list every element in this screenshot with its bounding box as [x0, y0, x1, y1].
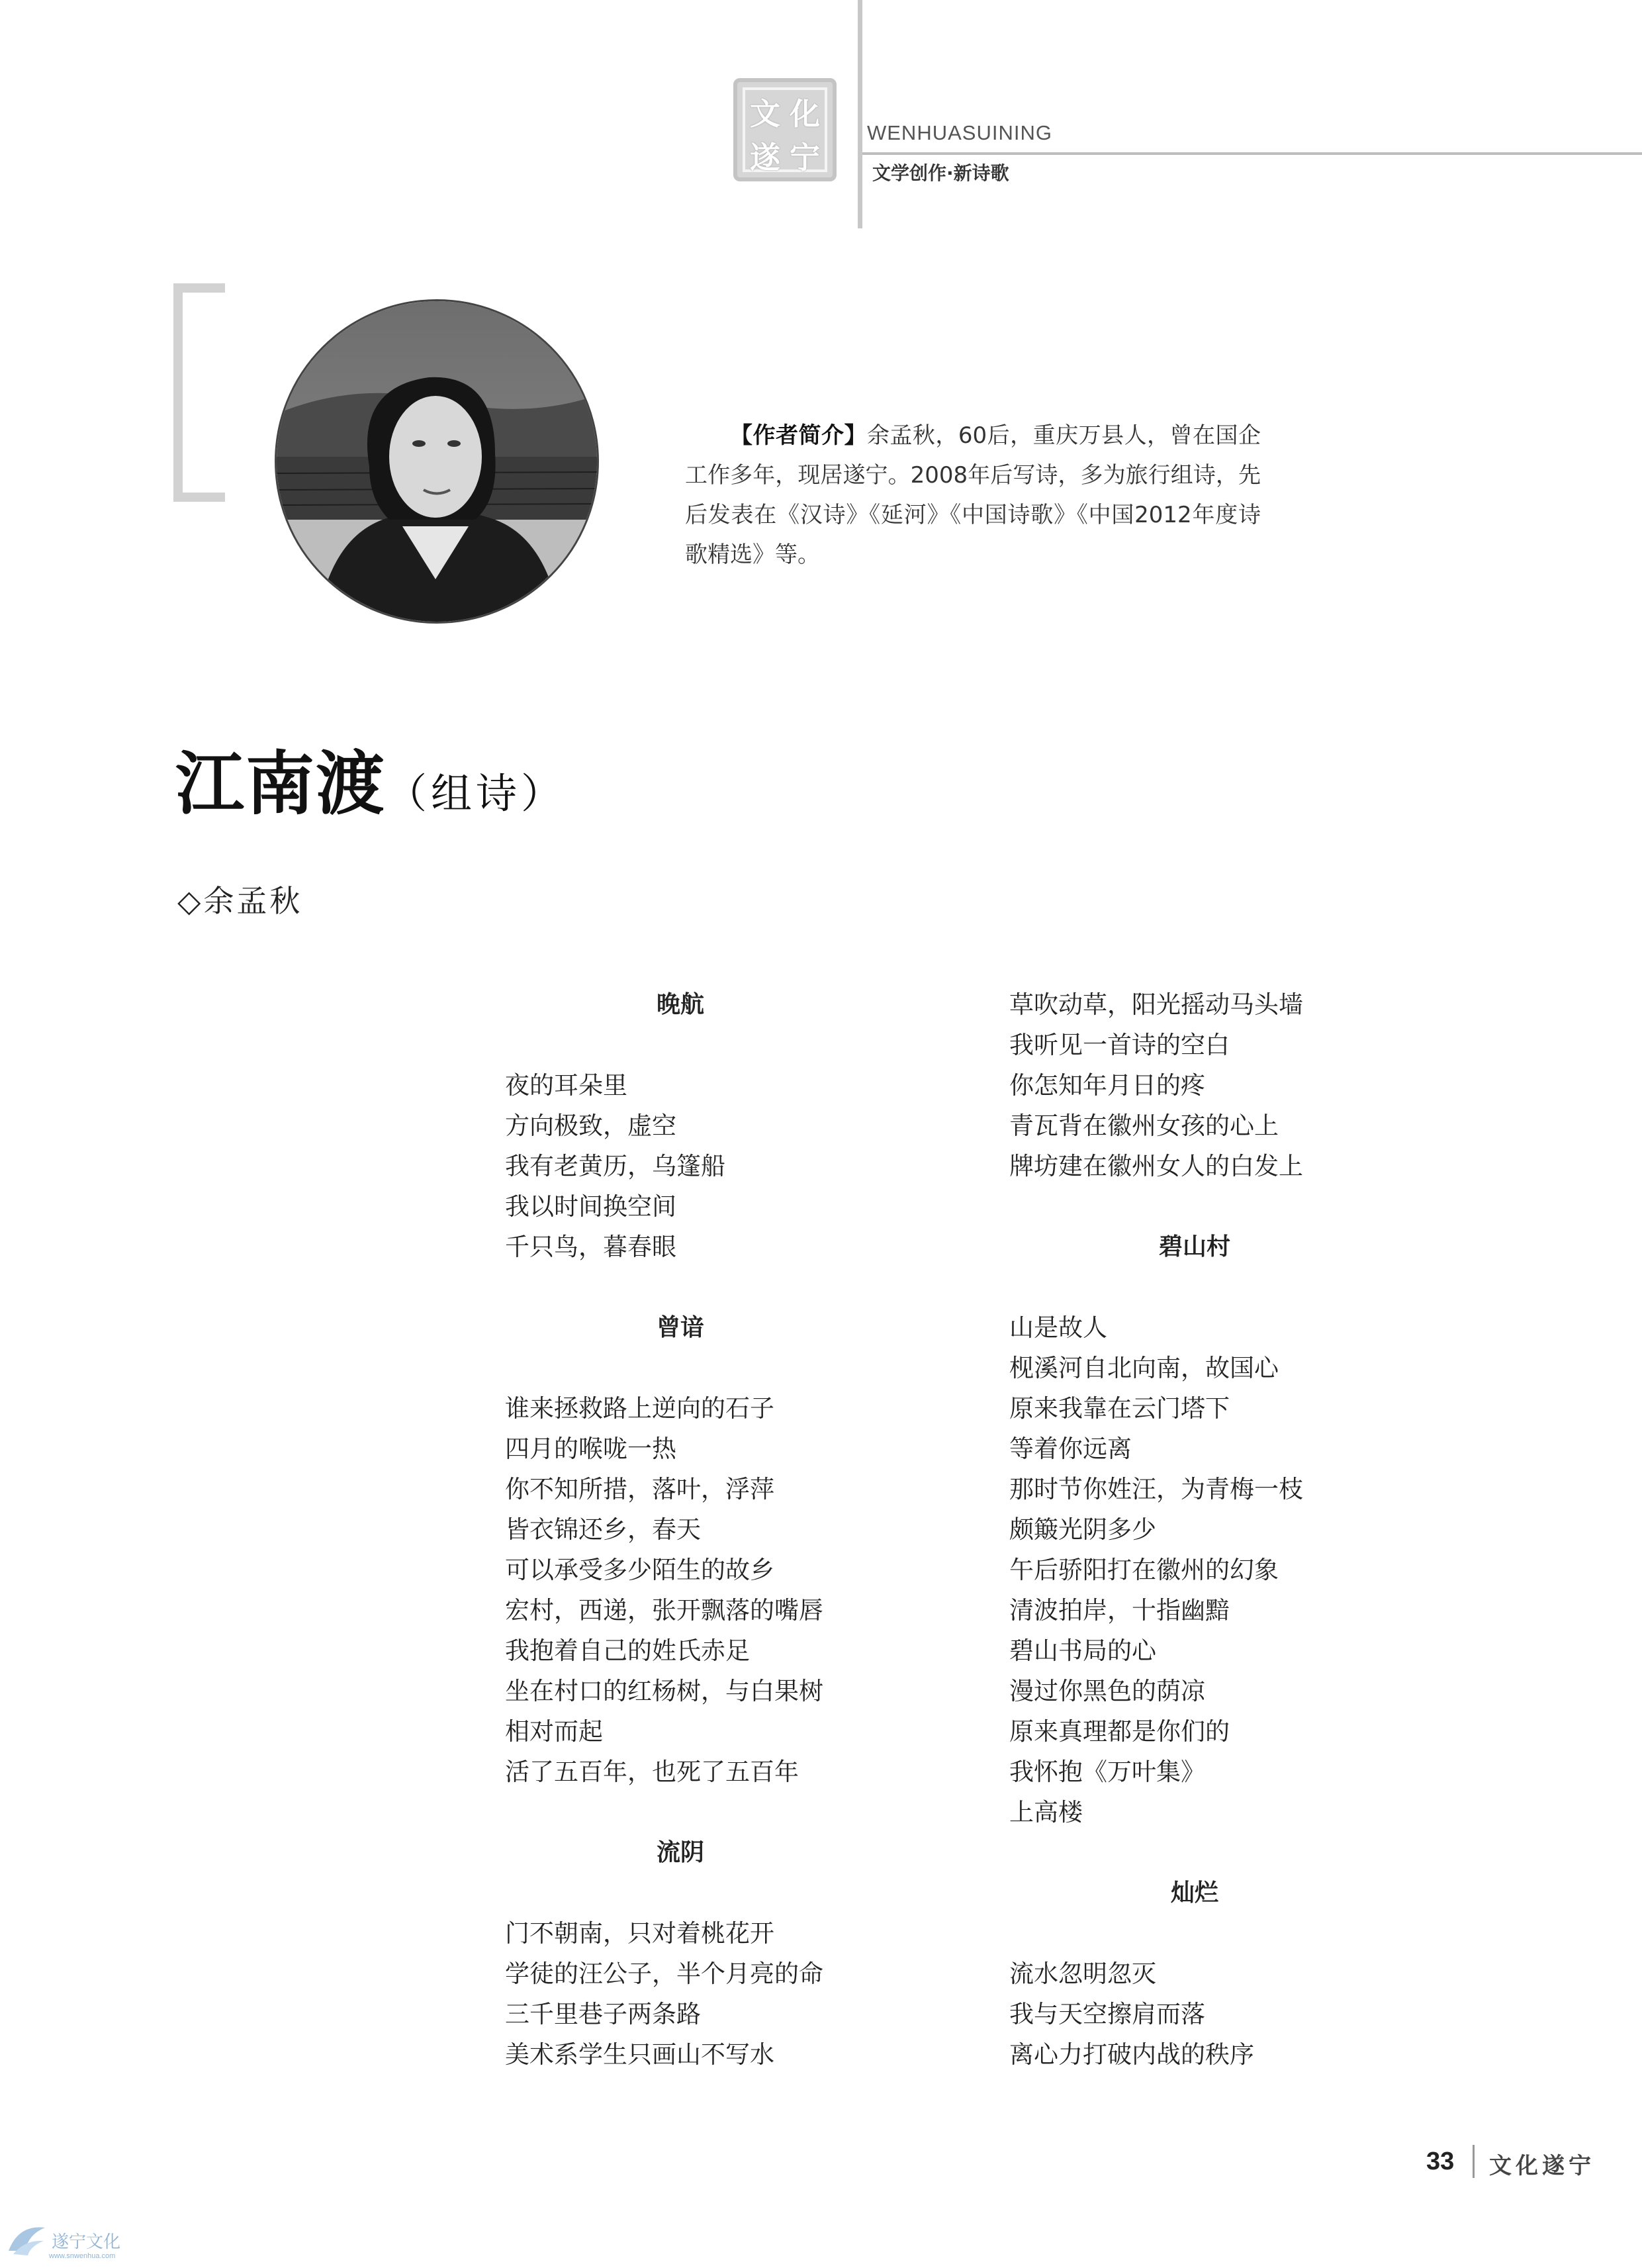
section-label: 文学创作·新诗歌	[872, 162, 1009, 184]
poem-line: 原来我靠在云门塔下	[1009, 1394, 1230, 1423]
bio-label: 【作者简介】	[730, 422, 867, 449]
poem-line: 等着你远离	[1009, 1435, 1132, 1463]
poem-title: 曾谙	[656, 1314, 704, 1341]
stanza-gap	[505, 1267, 902, 1307]
poem-line: 谁来拯救路上逆向的石子	[505, 1394, 774, 1423]
poem-line: 青瓦背在徽州女孩的心上	[1009, 1111, 1279, 1140]
poem-line: 千只鸟，暮春眼	[505, 1233, 676, 1261]
poem-line: 三千里巷子两条路	[505, 2000, 701, 2028]
author-bio	[685, 416, 1261, 575]
poem-line: 上高楼	[1009, 1798, 1083, 1826]
watermark-url: www.snwenhua.com	[49, 2252, 116, 2260]
poem-line: 草吹动草，阳光摇动马头墙	[1009, 990, 1303, 1019]
poem-title: 碧山村	[1158, 1233, 1230, 1260]
poem-line: 原来真理都是你们的	[1009, 1717, 1230, 1746]
poem-line: 四月的喉咙一热	[505, 1435, 676, 1463]
poem-line: 清波拍岸，十指幽黯	[1009, 1596, 1230, 1625]
poem-line: 午后骄阳打在徽州的幻象	[1009, 1556, 1279, 1584]
poem-line: 漫过你黑色的荫凉	[1009, 1677, 1205, 1705]
poem-column-left	[505, 984, 902, 2075]
magazine-seal-logo	[733, 78, 837, 181]
watermark-wing-icon	[5, 2221, 52, 2263]
poem-line: 我听见一首诗的空白	[1009, 1031, 1230, 1059]
author-portrait	[275, 299, 599, 624]
poem-line: 我与天空擦肩而落	[1009, 2000, 1205, 2028]
poem-line: 学徒的汪公子，半个月亮的命	[505, 1960, 823, 1988]
poem-line: 你不知所措，落叶，浮萍	[505, 1475, 774, 1503]
author-byline: ◇余孟秋	[177, 883, 303, 919]
poem-line: 你怎知年月日的疼	[1009, 1071, 1205, 1100]
poem-line: 那时节你姓汪，为青梅一枝	[1009, 1475, 1303, 1503]
seal-char: 遂	[750, 140, 780, 175]
bracket-decoration	[173, 283, 225, 502]
page-number: 33	[1426, 2148, 1455, 2175]
poem-line: 方向极致，虚空	[505, 1111, 676, 1140]
poem-line: 离心力打破内战的秩序	[1009, 2040, 1254, 2069]
poem-line: 牌坊建在徽州女人的白发上	[1009, 1152, 1303, 1180]
stanza-gap	[1009, 1832, 1406, 1873]
poem-line: 枧溪河自北向南，故国心	[1009, 1354, 1279, 1382]
bio-text: 余孟秋，60后，重庆万县人，曾在国企工作多年，现居遂宁。2008年后写诗，多为旅行组诗，先后发表在《汉诗》《延河》《中国诗歌》《中国2012年度诗歌精选》等。	[685, 422, 1261, 568]
magazine-brand: WENHUASUINING	[867, 121, 1052, 144]
portrait-photo	[277, 301, 599, 624]
article-title	[175, 728, 566, 827]
poem-line: 可以承受多少陌生的故乡	[505, 1556, 774, 1584]
header-divider-horizontal	[862, 152, 1642, 155]
seal-char: 化	[790, 96, 820, 132]
poem-line: 颇簸光阴多少	[1009, 1515, 1156, 1544]
poem-line: 流水忽明忽灭	[1009, 1960, 1156, 1988]
poem-line: 宏村，西递，张开飘落的嘴唇	[505, 1596, 823, 1625]
poem-line: 我怀抱《万叶集》	[1009, 1758, 1205, 1786]
footer-brand: 文化遂宁	[1489, 2153, 1595, 2179]
poem-line: 坐在村口的红杨树，与白果树	[505, 1677, 823, 1705]
poem-line: 皆衣锦还乡，春天	[505, 1515, 701, 1544]
poem-column-right	[1009, 984, 1406, 2075]
poem-line: 我抱着自己的姓氏赤足	[505, 1636, 750, 1665]
stanza-gap	[1009, 1186, 1406, 1227]
seal-char: 宁	[790, 140, 820, 175]
poem-line: 活了五百年，也死了五百年	[505, 1758, 799, 1786]
poem-title: 灿烂	[1170, 1879, 1218, 1907]
poem-line: 我有老黄历，乌篷船	[505, 1152, 725, 1180]
header-divider-vertical	[858, 0, 862, 228]
poem-line: 相对而起	[505, 1717, 603, 1746]
seal-char: 文	[750, 96, 780, 132]
watermark-text: 遂宁文化	[52, 2232, 121, 2252]
poem-line: 门不朝南，只对着桃花开	[505, 1919, 774, 1948]
footer-divider	[1473, 2145, 1475, 2178]
poem-title: 晚航	[656, 991, 704, 1018]
poem-line: 美术系学生只画山不写水	[505, 2040, 774, 2069]
title-main: 江南渡	[175, 743, 387, 824]
stanza-gap	[505, 1792, 902, 1832]
poem-line: 我以时间换空间	[505, 1192, 676, 1221]
poem-line: 山是故人	[1009, 1313, 1107, 1342]
poem-line: 碧山书局的心	[1009, 1636, 1156, 1665]
poem-line: 夜的耳朵里	[505, 1071, 627, 1100]
poem-title: 流阴	[656, 1839, 704, 1866]
title-subtitle: （组诗）	[386, 769, 567, 818]
